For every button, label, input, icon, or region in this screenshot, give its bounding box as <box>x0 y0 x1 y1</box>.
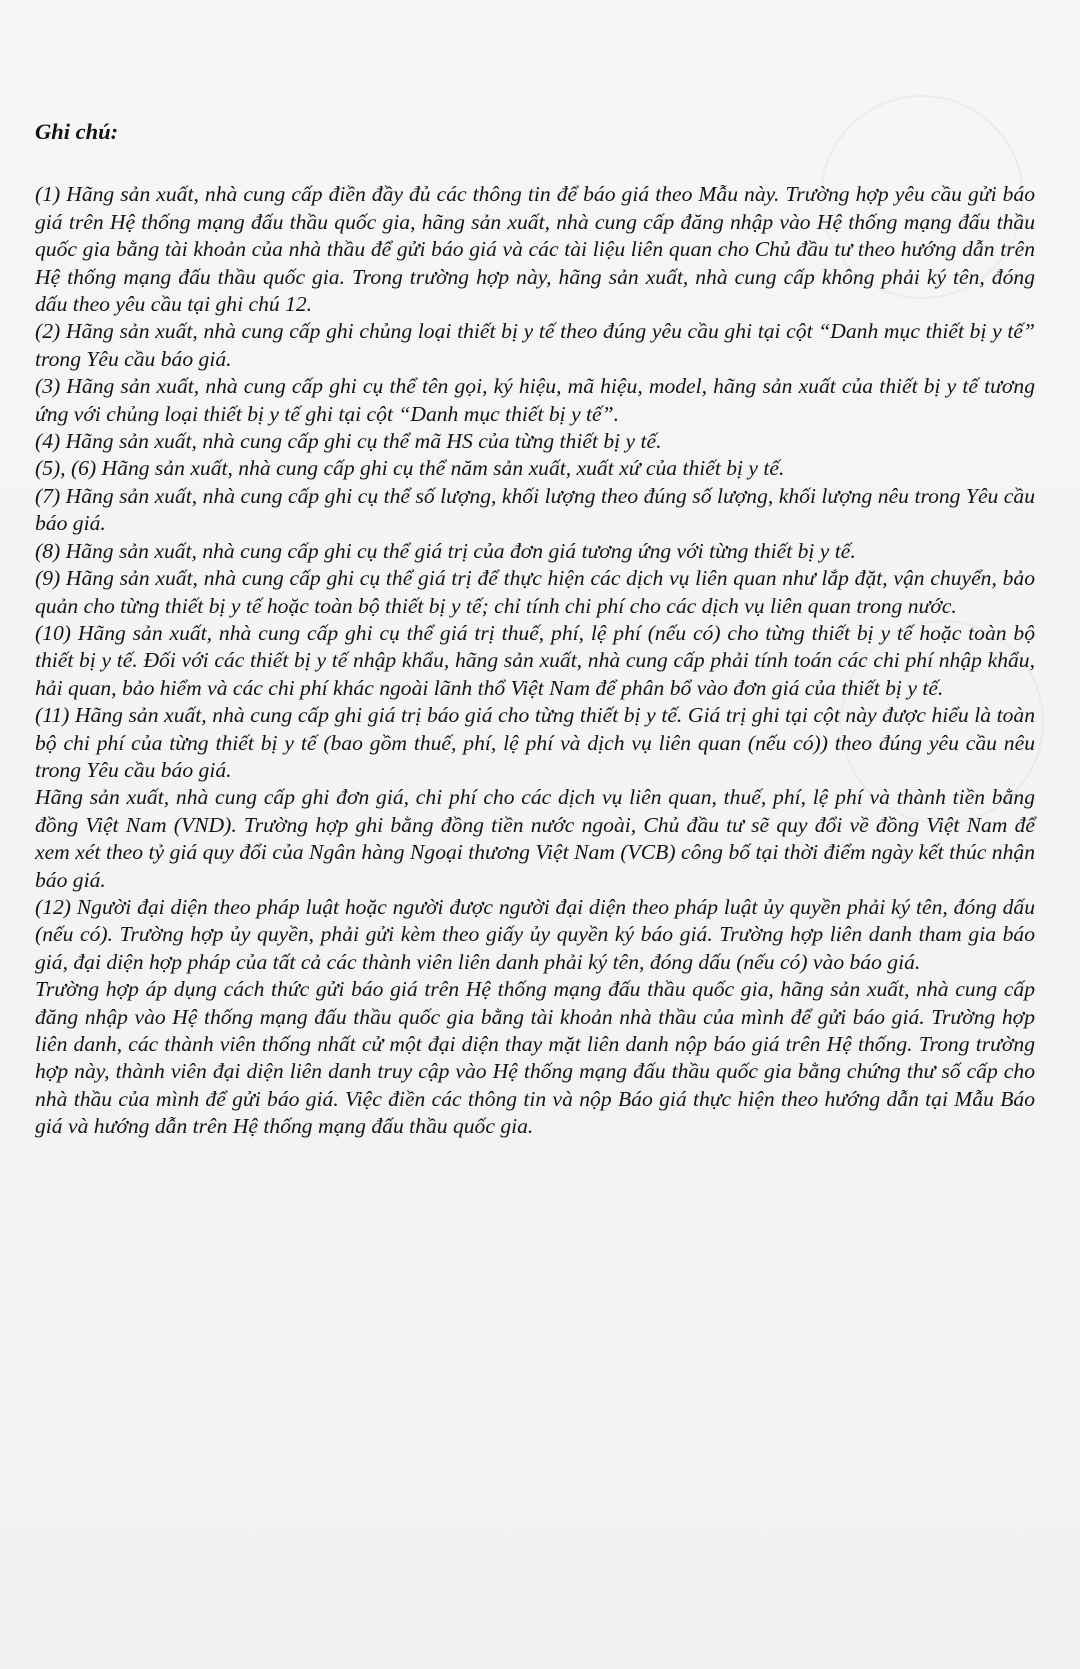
note-4: (4) Hãng sản xuất, nhà cung cấp ghi cụ thể mã HS của từng thiết bị y tế. <box>35 429 662 454</box>
note-8: (8) Hãng sản xuất, nhà cung cấp ghi cụ thể giá trị của đơn giá tương ứng với từng thiết bị y tế. <box>35 538 856 563</box>
note-3: (3) Hãng sản xuất, nhà cung cấp ghi cụ thể tên gọi, ký hiệu, mã hiệu, model, hãng sản xuất của thiết bị y tế tương ứng với chủng loại thiết bị y tế ghi tại cột “Danh mục thiết bị y tế”. <box>35 374 1035 426</box>
note-9: (9) Hãng sản xuất, nhà cung cấp ghi cụ thể giá trị để thực hiện các dịch vụ liên quan như lắp đặt, vận chuyển, bảo quản cho từng thiết bị y tế hoặc toàn bộ thiết bị y tế; chỉ tính chi phí cho các dịch vụ liên quan trong nước. <box>35 566 1035 618</box>
note-7: (7) Hãng sản xuất, nhà cung cấp ghi cụ thể số lượng, khối lượng theo đúng số lượng, khối lượng nêu trong Yêu cầu báo giá. <box>35 483 1035 536</box>
note-10: (10) Hãng sản xuất, nhà cung cấp ghi cụ thể giá trị thuế, phí, lệ phí (nếu có) cho từng thiết bị y tế hoặc toàn bộ thiết bị y tế. Đối với các thiết bị y tế nhập khẩu, hãng sản xuất, nhà cung cấp phải tính toán các chi phí nhập khẩu, hải quan, bảo hiểm và các chi phí khác ngoài lãnh thổ Việt Nam để phân bổ vào đơn giá của thiết bị y tế. <box>35 620 1035 700</box>
note-11: (11) Hãng sản xuất, nhà cung cấp ghi giá trị báo giá cho từng thiết bị y tế. Giá trị ghi tại cột này được hiểu là toàn bộ chi phí của từng thiết bị y tế (bao gồm thuế, phí, lệ phí và dịch vụ liên quan (nếu có)) theo đúng yêu cầu nêu trong Yêu cầu báo giá. <box>35 703 1035 782</box>
note-5-6: (5), (6) Hãng sản xuất, nhà cung cấp ghi cụ thể năm sản xuất, xuất xứ của thiết bị y tế. <box>35 456 785 481</box>
note-2: (2) Hãng sản xuất, nhà cung cấp ghi chủng loại thiết bị y tế theo đúng yêu cầu ghi tại cột “Danh mục thiết bị y tế” trong Yêu cầu báo giá. <box>35 319 1035 371</box>
note-1: (1) Hãng sản xuất, nhà cung cấp điền đầy đủ các thông tin để báo giá theo Mẫu này. Trường hợp yêu cầu gửi báo giá trên Hệ thống mạng đấu thầu quốc gia, hãng sản xuất, nhà cung cấp đăng nhập vào Hệ thống mạng đấu thầu quốc gia bằng tài khoản của nhà thầu để gửi báo giá và các tài liệu liên quan cho Chủ đầu tư theo hướng dẫn trên Hệ thống mạng đấu thầu quốc gia. Trong trường hợp này, hãng sản xuất, nhà cung cấp không phải ký tên, đóng dấu theo yêu cầu tại ghi chú 12. <box>35 182 1035 317</box>
notes-section <box>35 118 1035 1141</box>
notes-heading: Ghi chú: <box>35 119 119 144</box>
note-12: (12) Người đại diện theo pháp luật hoặc người được người đại diện theo pháp luật ủy quyền phải ký tên, đóng dấu (nếu có). Trường hợp ủy quyền, phải gửi kèm theo giấy ủy quyền ký báo giá. Trường hợp liên danh tham gia báo giá, đại diện hợp pháp của tất cả các thành viên liên danh phải ký tên, đóng dấu (nếu có) vào báo giá. <box>35 894 1035 974</box>
notes-list <box>35 181 1035 1140</box>
note-online-submission: Trường hợp áp dụng cách thức gửi báo giá trên Hệ thống mạng đấu thầu quốc gia, hãng sản xuất, nhà cung cấp đăng nhập vào Hệ thống mạng đấu thầu quốc gia bằng tài khoản nhà thầu của mình để gửi báo giá. Trường hợp liên danh, các thành viên thống nhất cử một đại diện thay mặt liên danh nộp báo giá trên Hệ thống. Trong trường hợp này, thành viên đại diện liên danh truy cập vào Hệ thống mạng đấu thầu quốc gia bằng chứng thư số cấp cho nhà thầu của mình để gửi báo giá. Việc điền các thông tin và nộp Báo giá thực hiện theo hướng dẫn tại Mẫu Báo giá và hướng dẫn trên Hệ thống mạng đấu thầu quốc gia. <box>35 977 1035 1139</box>
note-currency: Hãng sản xuất, nhà cung cấp ghi đơn giá, chi phí cho các dịch vụ liên quan, thuế, phí, lệ phí và thành tiền bằng đồng Việt Nam (VND). Trường hợp ghi bằng đồng tiền nước ngoài, Chủ đầu tư sẽ quy đổi về đồng Việt Nam để xem xét theo tỷ giá quy đổi của Ngân hàng Ngoại thương Việt Nam (VCB) công bố tại thời điểm ngày kết thúc nhận báo giá. <box>35 785 1035 892</box>
